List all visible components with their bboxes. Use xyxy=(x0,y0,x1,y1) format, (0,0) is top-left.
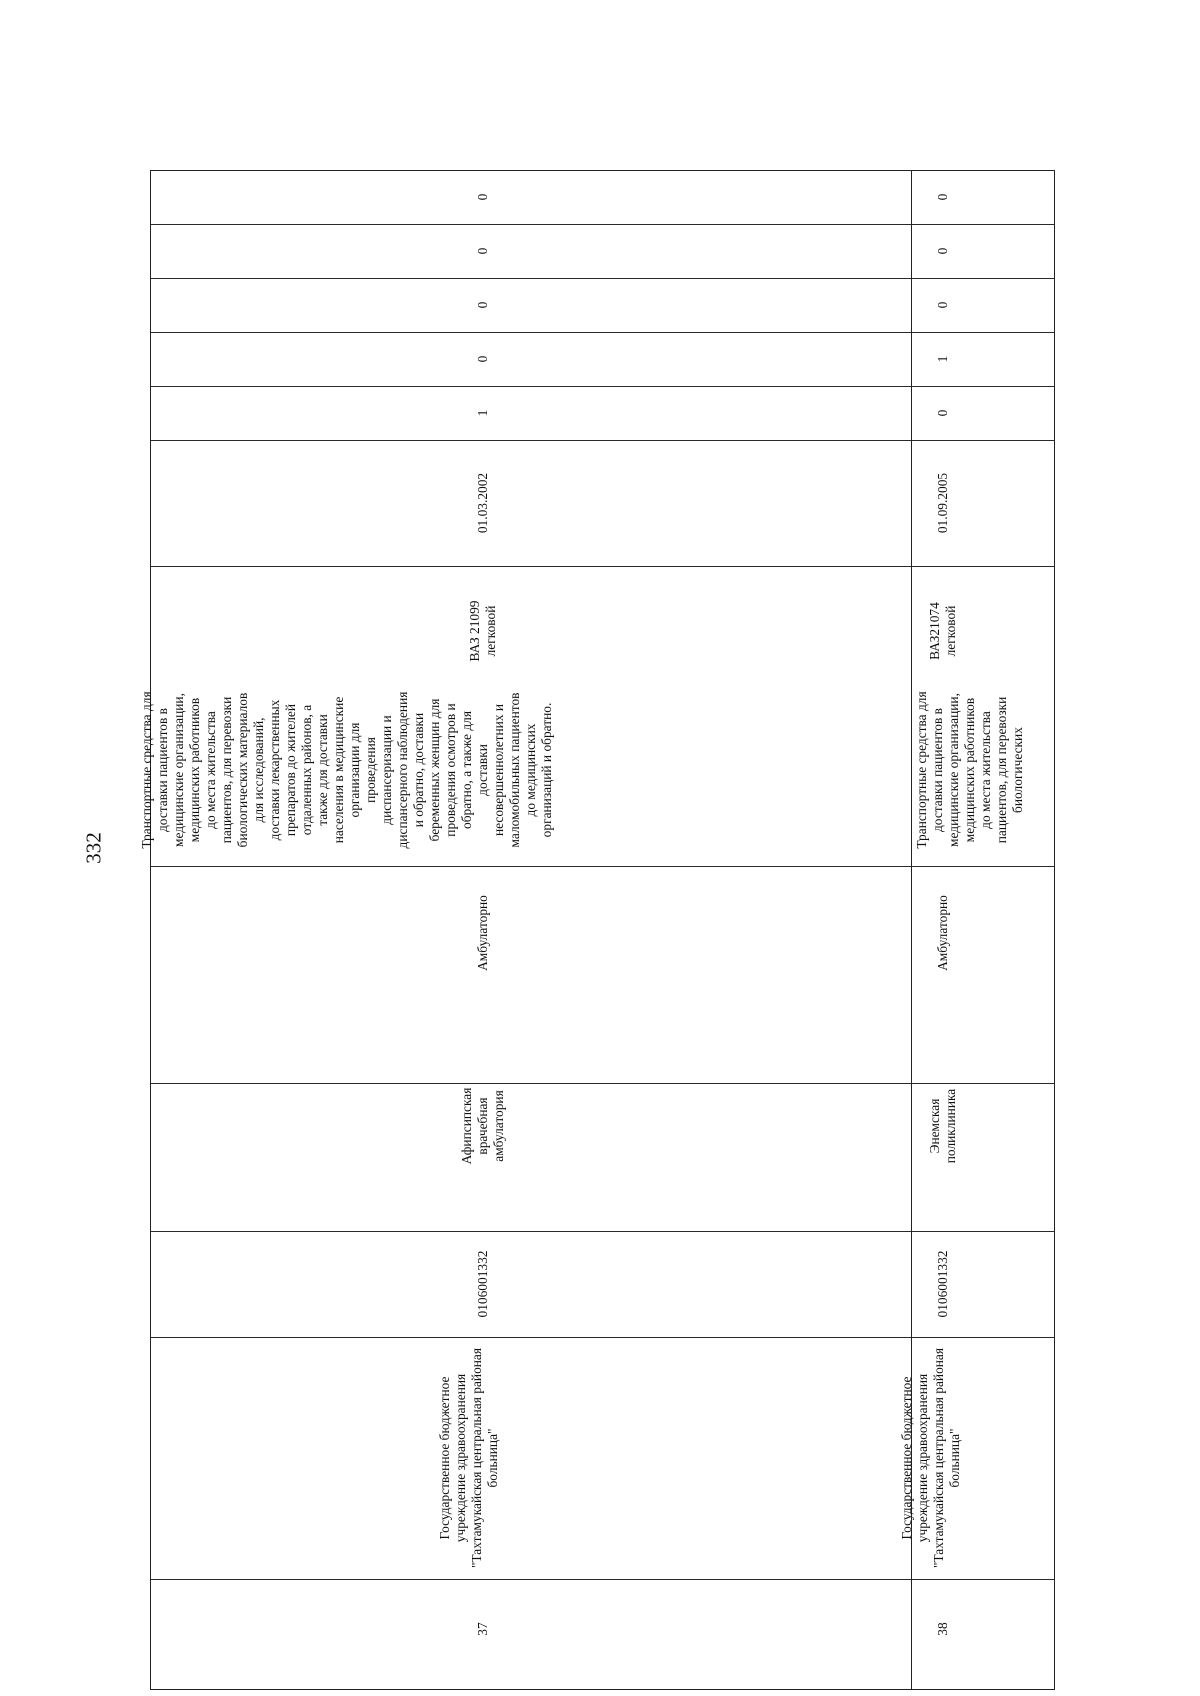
commission-date: 01.03.2002 xyxy=(475,472,490,534)
transport-purpose: Транспортные средства для доставки пациентов в медицинские организации, медицинских работников до места жительства пациентов, для перевозки биологических xyxy=(914,691,1025,849)
subdivision-name: Энемская поликлиника xyxy=(927,1088,958,1164)
col-divider xyxy=(151,386,1054,387)
col-divider xyxy=(151,1231,1054,1232)
row-number: 37 xyxy=(475,1622,490,1636)
col-divider xyxy=(151,1083,1054,1084)
subdivision-name: Афипсипская врачебная амбулатория xyxy=(459,1087,506,1165)
commission-date: 01.09.2005 xyxy=(935,472,950,534)
vehicle-model: ВАЗ 21099 легковой xyxy=(467,600,498,662)
row-number: 38 xyxy=(935,1622,950,1636)
count-value: 0 xyxy=(935,301,950,309)
page-number-text: 332 xyxy=(81,832,106,864)
count-value: 0 xyxy=(935,409,950,417)
care-condition: Амбулаторно xyxy=(935,895,950,971)
col-divider xyxy=(151,440,1054,441)
col-divider xyxy=(151,332,1054,333)
count-value: 0 xyxy=(475,247,490,255)
count-value: 0 xyxy=(935,193,950,201)
col-divider xyxy=(151,866,1054,867)
care-condition: Амбулаторно xyxy=(475,895,490,971)
transport-purpose: Транспортные средства для доставки пациентов в медицинские организации, медицинских работников до места жительства пациентов, для перевозки биологических материалов для исследований, доставки лекарственных препаратов до жителей отдаленных районов, а также для доставки населения в медицинские организации для проведения диспансеризации и диспансерного наблюдения и обратно, доставки беременных женщин для проведения осмотров и обратно, а также для доставки несовершеннолетних и маломобильных пациентов до медицинских организаций и обратно. xyxy=(139,691,554,849)
org-code: 0106001332 xyxy=(935,1250,950,1318)
count-value: 0 xyxy=(475,301,490,309)
organization-name: Государственное бюджетное учреждение здравоохранения "Тахтамукайская центральная районая больница" xyxy=(437,1347,500,1569)
count-value: 0 xyxy=(475,193,490,201)
count-value: 0 xyxy=(475,355,490,363)
data-table xyxy=(139,170,1055,1690)
count-value: 1 xyxy=(935,355,950,363)
org-code: 0106001332 xyxy=(475,1250,490,1318)
col-divider xyxy=(151,224,1054,225)
col-divider xyxy=(151,566,1054,567)
col-divider xyxy=(151,1337,1054,1338)
count-value: 0 xyxy=(935,247,950,255)
organization-name: Государственное бюджетное учреждение здравоохранения "Тахтамукайская центральная районая больница" xyxy=(899,1347,962,1569)
vehicle-model: ВАЗ21074 легковой xyxy=(927,602,958,660)
col-divider xyxy=(151,1579,1054,1580)
col-divider xyxy=(151,278,1054,279)
count-value: 1 xyxy=(475,409,490,417)
